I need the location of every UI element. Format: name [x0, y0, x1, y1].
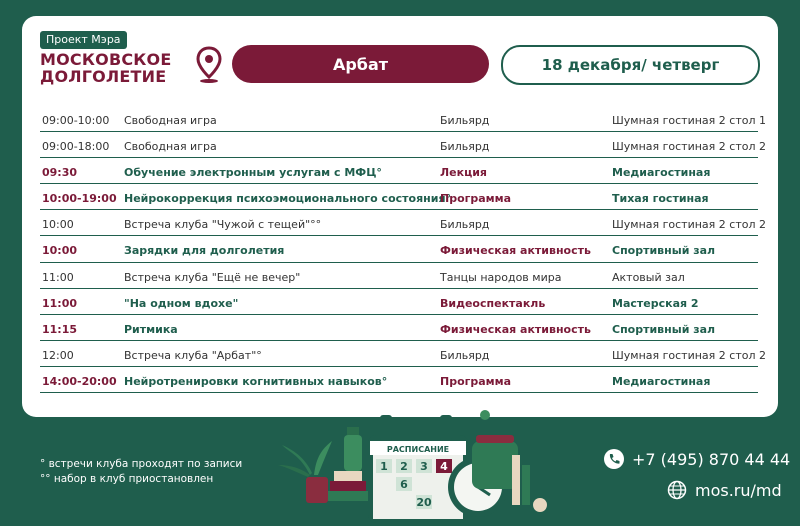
schedule-place: Спортивный зал [612, 322, 716, 336]
phone-icon [604, 449, 624, 469]
schedule-category: Бильярд [440, 218, 490, 232]
date-pill: 18 декабря/ четверг [501, 45, 760, 85]
calendar-sign: РАСПИСАНИЕ [386, 445, 450, 454]
schedule-table [40, 106, 766, 393]
globe-icon [667, 480, 687, 500]
schedule-time: 11:00 [42, 296, 78, 310]
calendar-number: 3 [420, 460, 428, 473]
schedule-event: Обучение электронным услугам с МФЦ° [124, 166, 382, 180]
calendar-number: 6 [400, 478, 408, 491]
schedule-event: Встреча клуба "Ещё не вечер" [124, 270, 301, 284]
schedule-time: 11:15 [42, 322, 78, 336]
schedule-event: Зарядки для долголетия [124, 244, 285, 258]
schedule-row [40, 210, 766, 236]
schedule-event: Свободная игра [124, 140, 217, 154]
schedule-time: 11:00 [42, 270, 74, 284]
phone-number: +7 (495) 870 44 44 [632, 449, 791, 469]
schedule-category: Лекция [440, 166, 487, 180]
schedule-place: Медиагостиная [612, 374, 711, 388]
schedule-event: Ритмика [124, 322, 178, 336]
calendar-number: 1 [380, 460, 388, 473]
site-link[interactable]: mos.ru/md [695, 480, 782, 500]
schedule-place: Шумная гостиная 2 стол 2 [612, 218, 766, 232]
schedule-row [40, 184, 758, 210]
phone-contact[interactable] [604, 449, 790, 469]
schedule-category: Физическая активность [440, 322, 591, 336]
schedule-time: 12:00 [42, 348, 74, 362]
schedule-time: 09:00-10:00 [42, 114, 110, 127]
logo-line-1: МОСКОВСКОЕ [40, 50, 172, 69]
footnote-1: ° встречи клуба проходят по записи [40, 458, 243, 470]
calendar-number: 2 [400, 460, 408, 473]
schedule-row [40, 341, 766, 367]
calendar-number: 20 [416, 496, 432, 509]
schedule-place: Мастерская 2 [612, 296, 699, 310]
schedule-row [40, 315, 758, 341]
schedule-category: Видеоспектакль [440, 296, 546, 310]
schedule-event: Нейротренировки когнитивных навыков° [124, 374, 388, 388]
schedule-row [40, 263, 758, 289]
schedule-time: 10:00 [42, 218, 74, 232]
calendar-number: 4 [440, 460, 448, 473]
schedule-time: 09:00-18:00 [42, 140, 110, 154]
location-pill: Арбат [232, 45, 489, 83]
logo-line-2: ДОЛГОЛЕТИЕ [40, 67, 167, 86]
logo [40, 51, 172, 85]
schedule-category: Бильярд [440, 114, 490, 127]
schedule-event: Встреча клуба "Арбат"° [124, 348, 262, 362]
schedule-place: Шумная гостиная 2 стол 1 [612, 114, 766, 127]
schedule-place: Спортивный зал [612, 244, 716, 258]
schedule-category: Программа [440, 192, 512, 206]
schedule-category: Физическая активность [440, 244, 591, 258]
schedule-place: Шумная гостиная 2 стол 2 [612, 140, 766, 154]
schedule-time: 10:00-19:00 [42, 192, 117, 206]
schedule-row [40, 158, 758, 184]
site-contact[interactable] [667, 480, 782, 500]
schedule-time: 10:00 [42, 244, 78, 258]
schedule-category: Бильярд [440, 348, 490, 362]
project-badge: Проект Мэра [40, 31, 127, 49]
schedule-event: Свободная игра [124, 114, 217, 127]
schedule-place: Медиагостиная [612, 166, 711, 180]
schedule-time: 09:30 [42, 166, 78, 180]
schedule-event: "На одном вдохе" [124, 296, 239, 310]
footnote-2: °° набор в клуб приостановлен [40, 473, 214, 485]
schedule-place: Шумная гостиная 2 стол 2 [612, 348, 766, 362]
schedule-place: Актовый зал [612, 270, 685, 284]
schedule-row [40, 289, 758, 315]
schedule-row [40, 132, 766, 158]
schedule-row [40, 367, 758, 393]
schedule-event: Нейрокоррекция психоэмоционального состояния° [124, 192, 452, 206]
schedule-time: 14:00-20:00 [42, 374, 117, 388]
schedule-place: Тихая гостиная [612, 192, 709, 206]
schedule-category: Бильярд [440, 140, 490, 154]
schedule-row [40, 236, 758, 262]
schedule-category: Программа [440, 374, 512, 388]
schedule-category: Танцы народов мира [440, 270, 562, 284]
schedule-illustration [250, 405, 560, 526]
location-pin-icon [196, 46, 222, 84]
schedule-row [40, 106, 766, 132]
schedule-event: Встреча клуба "Чужой с тещей"°° [124, 218, 322, 232]
